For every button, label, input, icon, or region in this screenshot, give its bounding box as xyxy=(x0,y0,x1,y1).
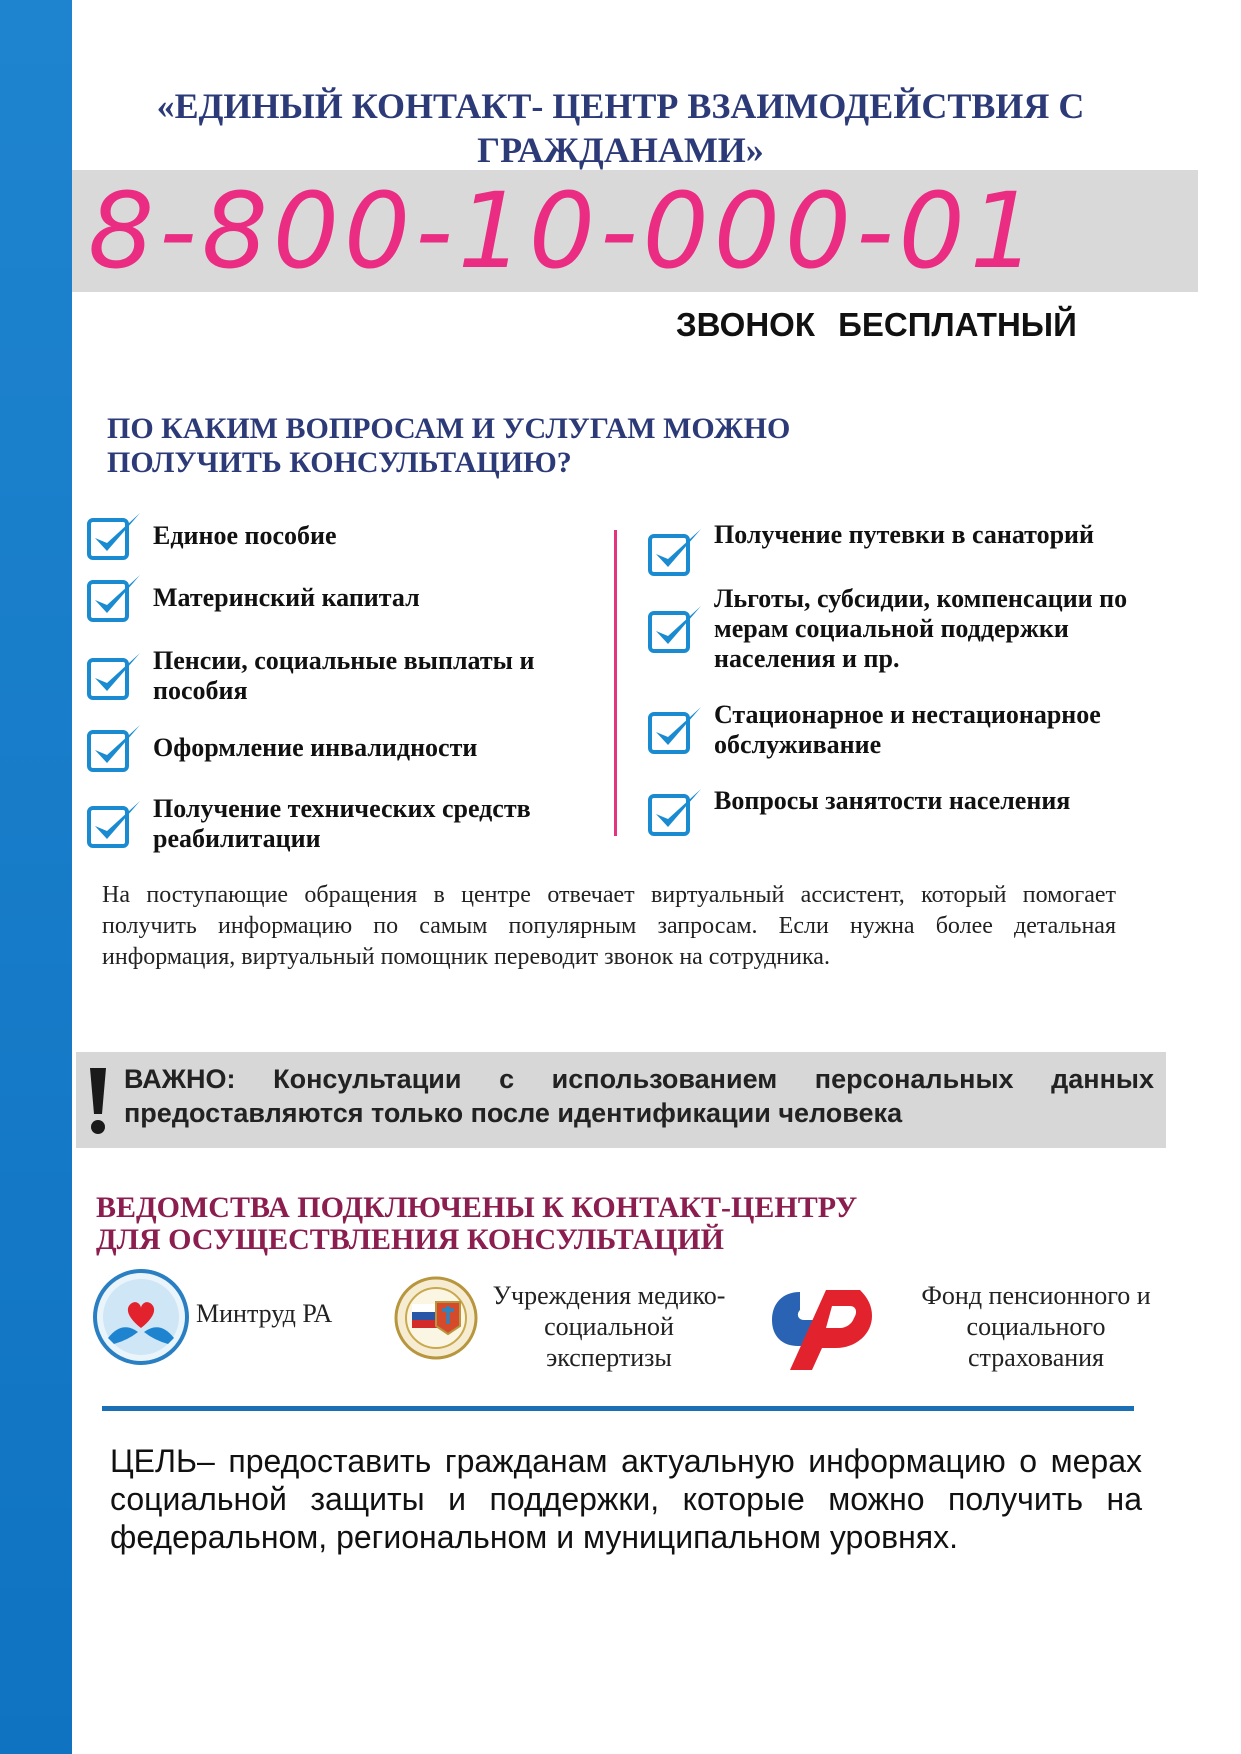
hotline-phone-number: 8-800-10-000-01 xyxy=(88,170,1041,292)
agencies-heading: ВЕДОМСТВА ПОДКЛЮЧЕНЫ К КОНТАКТ-ЦЕНТРУ ДЛЯ ОСУЩЕСТВЛЕНИЯ КОНСУЛЬТАЦИЙ xyxy=(96,1191,858,1256)
checkbox-checked-icon xyxy=(647,603,705,655)
column-divider xyxy=(614,530,617,836)
checkbox-checked-icon xyxy=(86,722,144,774)
service-item xyxy=(86,794,593,854)
section-divider-line xyxy=(102,1406,1134,1411)
checkbox-checked-icon xyxy=(647,704,705,756)
service-item xyxy=(86,722,477,774)
service-item xyxy=(86,510,337,562)
services-heading: ПО КАКИМ ВОПРОСАМ И УСЛУГАМ МОЖНО ПОЛУЧИТЬ КОНСУЛЬТАЦИЮ? xyxy=(107,412,791,479)
exclamation-icon xyxy=(86,1064,110,1136)
service-item xyxy=(647,786,1070,838)
assistant-description: На поступающие обращения в центре отвечает виртуальный ассистент, который помогает получить информацию по самым популярным запросам. Если нужна более детальная информация, виртуальный помощник переводит звонок на сотрудника. xyxy=(102,882,1116,970)
service-item xyxy=(647,700,1164,760)
checkbox-checked-icon xyxy=(647,526,705,578)
agency-name-mintrud: Минтруд РА xyxy=(196,1299,333,1328)
service-item xyxy=(86,572,420,624)
checkbox-checked-icon xyxy=(86,572,144,624)
service-item xyxy=(86,646,593,706)
free-call-label: ЗВОНОК БЕСПЛАТНЫЙ xyxy=(676,306,1077,343)
agency-name-sfr: Фонд пенсионного и социального страхования xyxy=(921,1281,1151,1372)
checkbox-checked-icon xyxy=(86,650,144,702)
service-item-label: Единое пособие xyxy=(153,521,337,550)
checkbox-checked-icon xyxy=(647,786,705,838)
service-item xyxy=(647,520,1095,578)
goal-statement: ЦЕЛЬ– предоставить гражданам актуальную информацию о мерах социальной защиты и поддержки, которые можно получить на федеральном, региональном и муниципальном уровнях. xyxy=(110,1443,1142,1555)
page-title: «ЕДИНЫЙ КОНТАКТ- ЦЕНТР ВЗАИМОДЕЙСТВИЯ С ГРАЖДАНАМИ» xyxy=(156,86,1085,170)
mse-emblem-icon xyxy=(394,1276,478,1360)
mintrud-logo-icon xyxy=(92,1268,190,1366)
service-item-label: Льготы, субсидии, компенсации по мерам социальной поддержки населения и пр. xyxy=(714,584,1128,673)
service-item-label: Материнский капитал xyxy=(153,583,420,612)
agency-name-mse: Учреждения медико-социальной экспертизы xyxy=(492,1281,726,1372)
side-accent-bar xyxy=(0,0,72,1754)
service-item-label: Пенсии, социальные выплаты и пособия xyxy=(153,646,535,705)
sfr-logo-icon xyxy=(764,1284,884,1374)
checkbox-checked-icon xyxy=(86,510,144,562)
important-notice-text: ВАЖНО: Консультации с использованием персональных данных предоставляются только после идентификации человека xyxy=(124,1064,1154,1128)
service-item-label: Получение путевки в санаторий xyxy=(714,520,1095,549)
service-item-label: Вопросы занятости населения xyxy=(714,786,1071,815)
service-item-label: Получение технических средств реабилитации xyxy=(153,794,531,853)
service-item xyxy=(647,584,1164,674)
service-item-label: Оформление инвалидности xyxy=(153,733,478,762)
checkbox-checked-icon xyxy=(86,798,144,850)
service-item-label: Стационарное и нестационарное обслуживание xyxy=(714,700,1101,759)
